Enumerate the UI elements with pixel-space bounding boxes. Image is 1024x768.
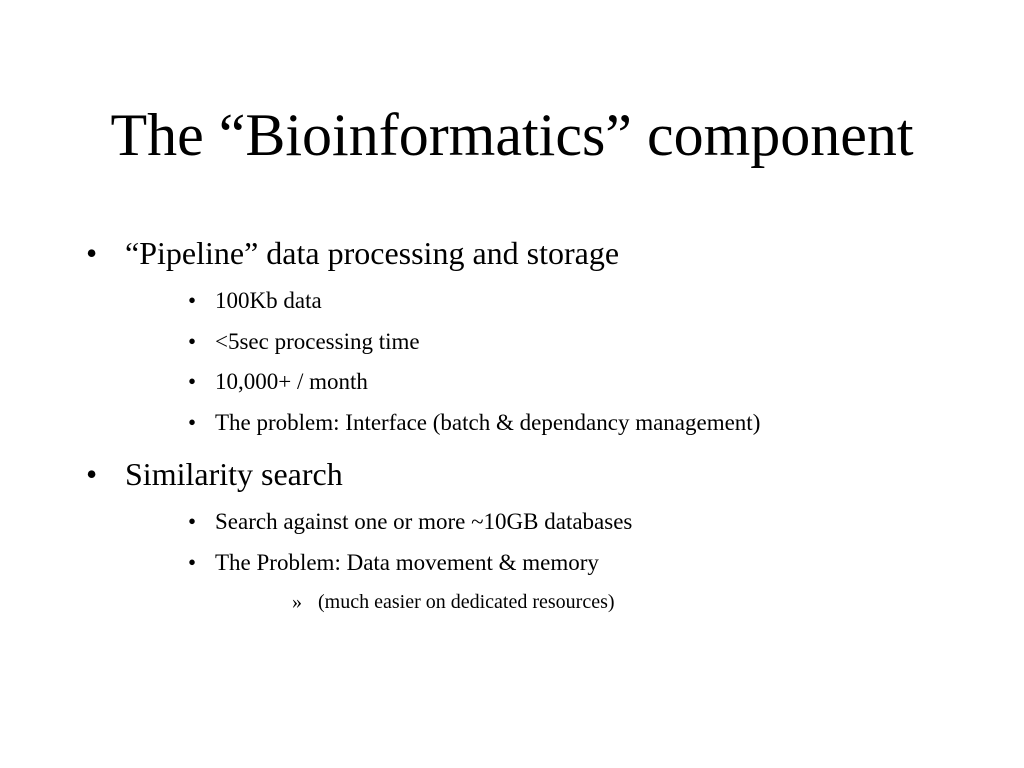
sub-bullet-search-databases: Search against one or more ~10GB databases — [215, 509, 633, 534]
sub-bullet-problem-data-movement: The Problem: Data movement & memory — [215, 550, 599, 575]
slide-title: The “Bioinformatics” component — [110, 102, 914, 168]
sub-bullet-problem-interface: The problem: Interface (batch & dependancy management) — [215, 410, 761, 435]
subsub-bullet-dedicated-resources: (much easier on dedicated resources) — [318, 591, 615, 613]
sub-bullet-marker: • — [188, 410, 197, 435]
bullet-marker: • — [86, 456, 98, 492]
bullet-pipeline: “Pipeline” data processing and storage — [125, 235, 620, 271]
bullet-marker: • — [86, 235, 98, 271]
sub-bullet-marker: • — [188, 550, 197, 575]
bullet-similarity-search: Similarity search — [125, 456, 343, 492]
sub-bullet-volume: 10,000+ / month — [215, 369, 368, 394]
sub-bullet-data-size: 100Kb data — [215, 288, 322, 313]
sub-bullet-marker: • — [188, 329, 197, 354]
subsub-bullet-marker: » — [292, 591, 302, 613]
sub-bullet-processing-time: <5sec processing time — [215, 329, 420, 354]
sub-bullet-marker: • — [188, 509, 197, 534]
sub-bullet-marker: • — [188, 288, 197, 313]
sub-bullet-marker: • — [188, 369, 197, 394]
